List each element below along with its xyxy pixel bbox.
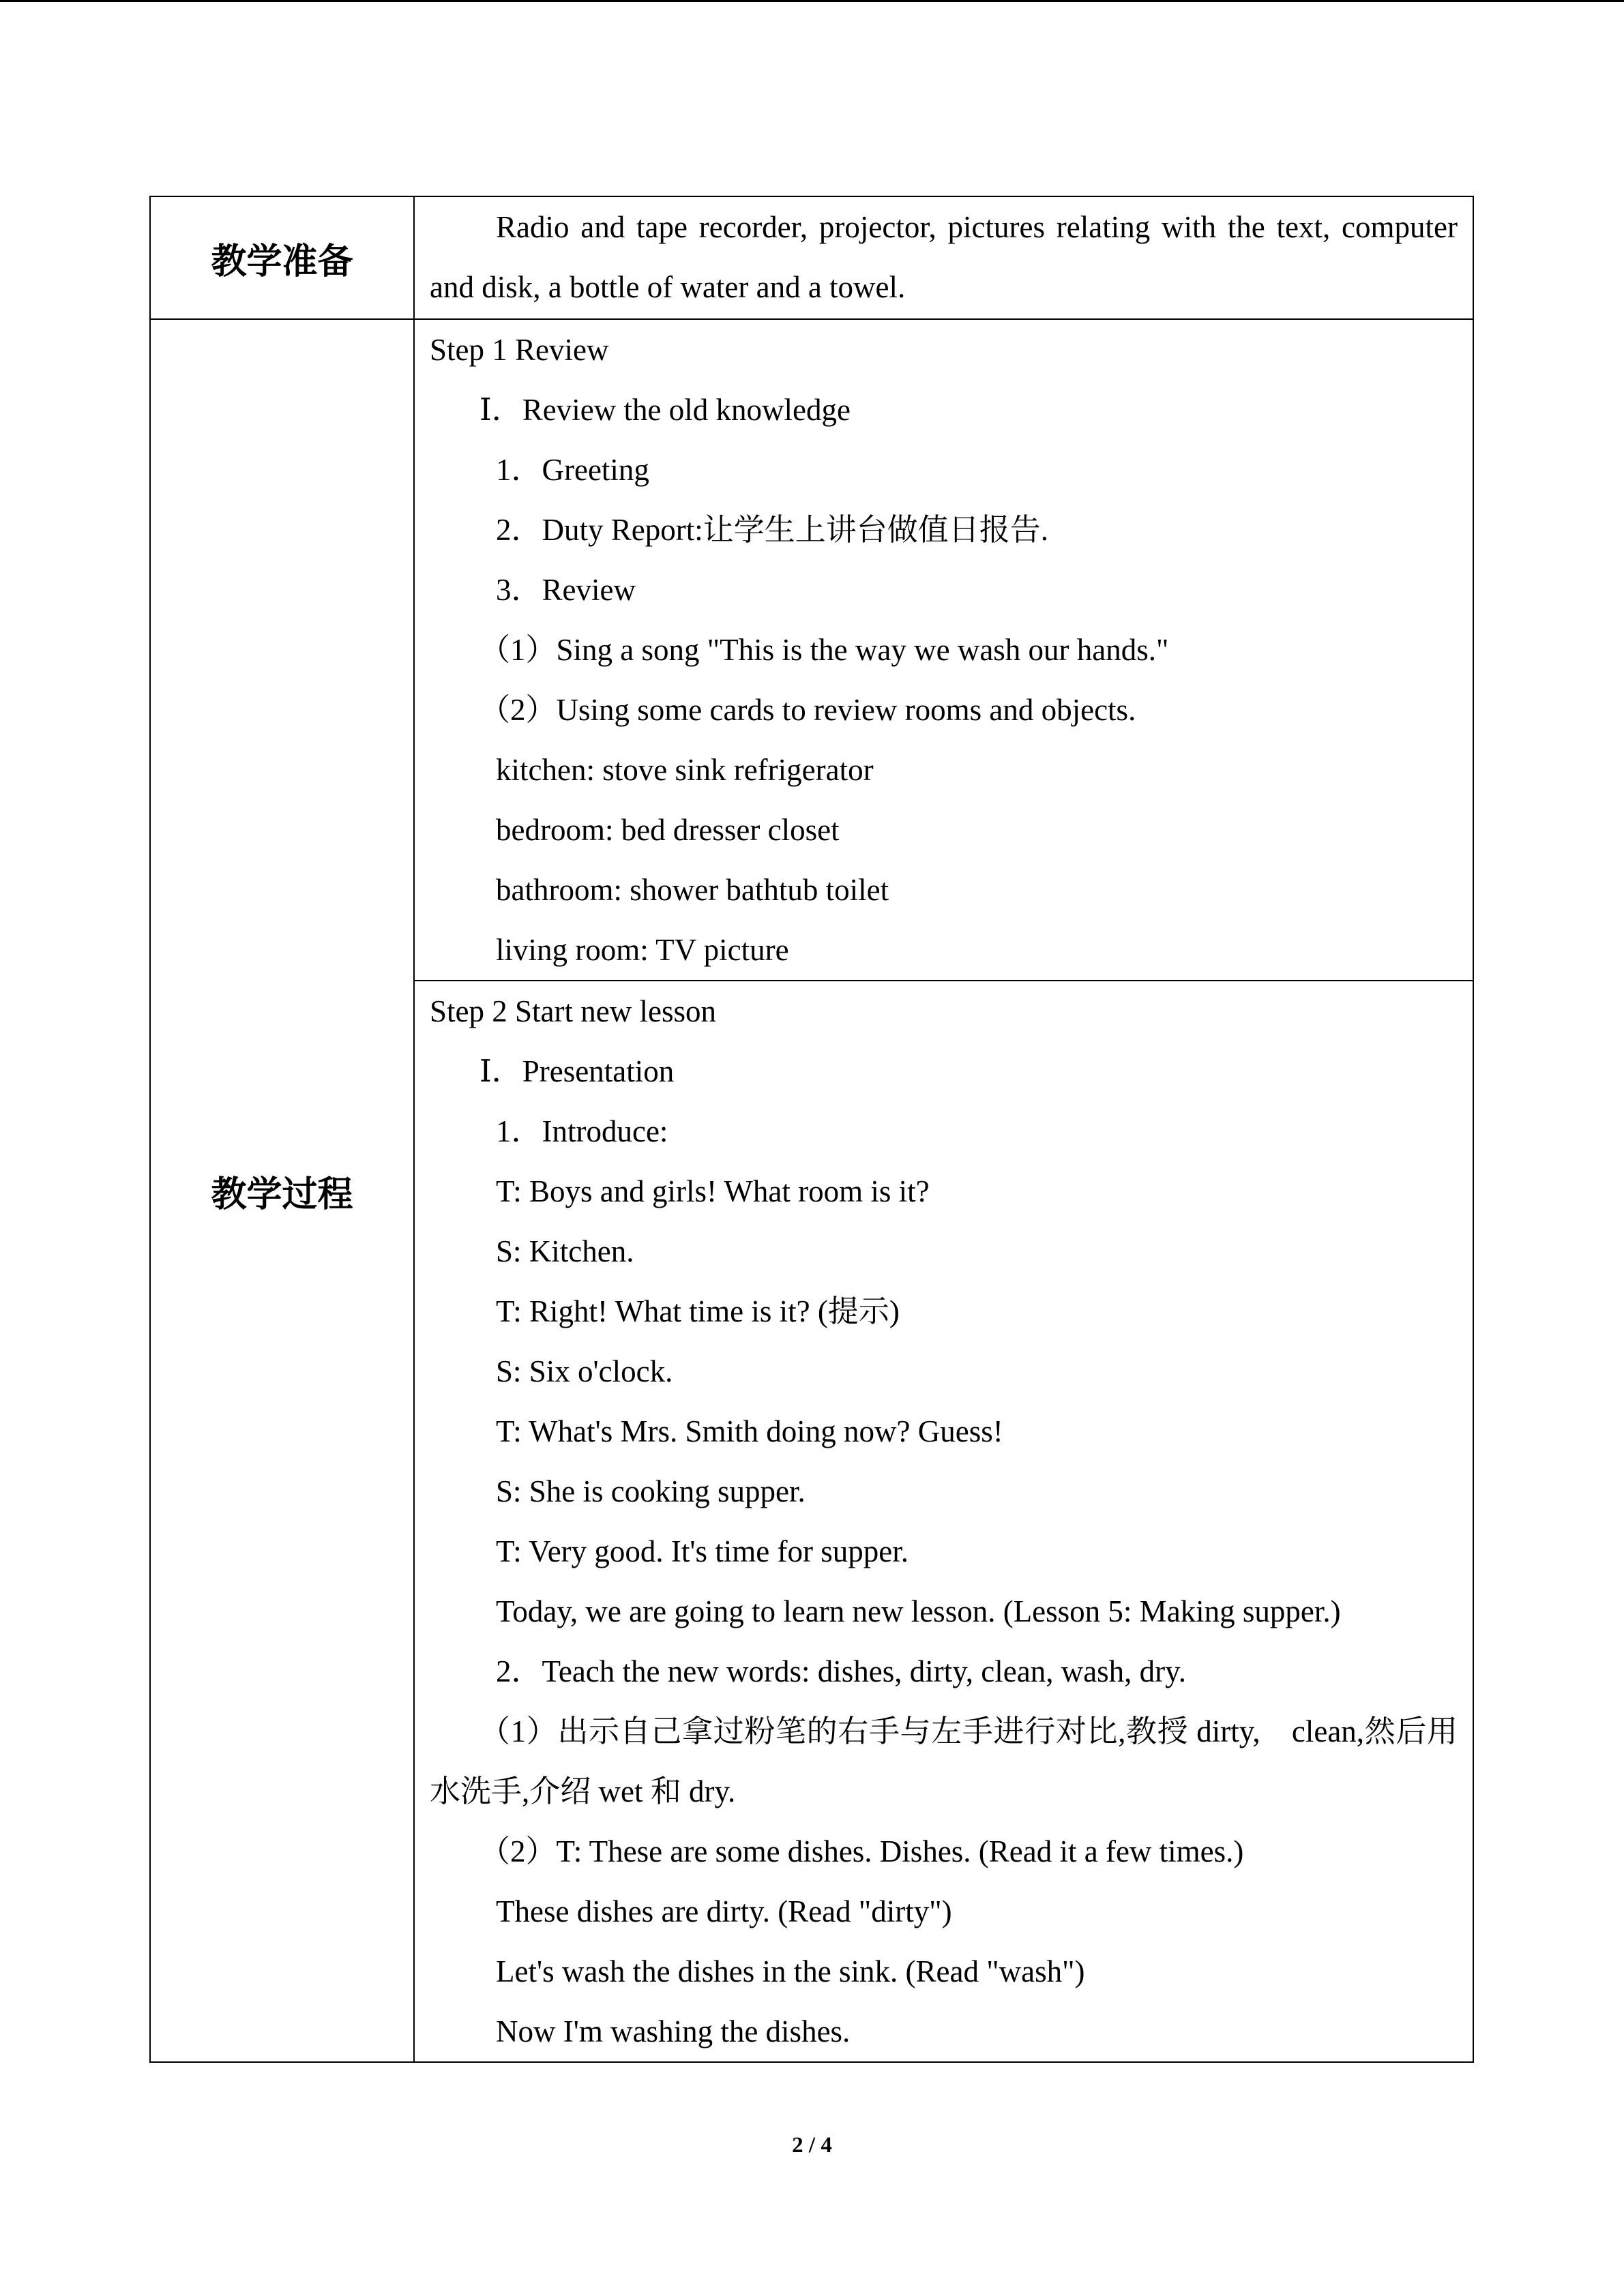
step2-wrap-paragraph: （1）出示自己拿过粉笔的右手与左手进行对比,教授 dirty, clean,然后用水洗手,介绍 wet 和 dry. [430,1714,1458,1808]
step2-line: （2）T: These are some dishes. Dishes. (Read it a few times.) [479,1834,1244,1868]
preparation-label: 教学准备 [150,196,414,319]
step1-line: bedroom: bed dresser closet [496,813,840,847]
step1-content-cell [414,319,1473,981]
step2-line: 1．Introduce: [496,1114,668,1148]
step2-line: T: What's Mrs. Smith doing now? Guess! [496,1414,1003,1448]
step2-line: S: She is cooking supper. [496,1474,806,1508]
step2-line: Today, we are going to learn new lesson. (Lesson 5: Making supper.) [496,1594,1341,1628]
step1-line: bathroom: shower bathtub toilet [496,873,889,907]
step2-title: Step 2 Start new lesson [430,994,716,1028]
top-border-line [0,0,1624,2]
step2-line: T: Right! What time is it? (提示) [496,1294,900,1328]
step2-line: Let's wash the dishes in the sink. (Read "wash") [496,1954,1085,1988]
step2-line: S: Six o'clock. [496,1354,673,1388]
step1-line: Ⅰ．Review the old knowledge [479,393,851,427]
step2-line: Now I'm washing the dishes. [496,2014,851,2048]
step1-line: （1）Sing a song "This is the way we wash our hands." [479,633,1169,667]
table-row-preparation [150,196,1473,319]
step1-line: 1．Greeting [496,453,649,487]
process-label: 教学过程 [150,319,414,2062]
step1-title: Step 1 Review [430,333,609,367]
page-number: 2 / 4 [792,2133,832,2158]
step2-line: Ⅰ．Presentation [479,1054,675,1088]
table-row-step1 [150,319,1473,981]
step1-line: 3．Review [496,573,636,607]
step1-line: living room: TV picture [496,933,789,967]
lesson-plan-table [149,196,1474,2063]
step2-line: S: Kitchen. [496,1234,634,1268]
preparation-content-cell [414,196,1473,319]
step2-line: T: Boys and girls! What room is it? [496,1174,930,1208]
step1-line: kitchen: stove sink refrigerator [496,753,874,787]
step2-line: 2．Teach the new words: dishes, dirty, clean, wash, dry. [496,1654,1186,1688]
preparation-text: Radio and tape recorder, projector, pictures relating with the text, computer and disk, a bottle of water and a towel. [430,210,1458,304]
step1-line: （2）Using some cards to review rooms and objects. [479,693,1136,727]
step2-line: T: Very good. It's time for supper. [496,1534,909,1568]
step2-content-cell [414,981,1473,2062]
step2-line: These dishes are dirty. (Read "dirty") [496,1894,952,1928]
step1-line: 2．Duty Report:让学生上讲台做值日报告. [496,513,1048,547]
